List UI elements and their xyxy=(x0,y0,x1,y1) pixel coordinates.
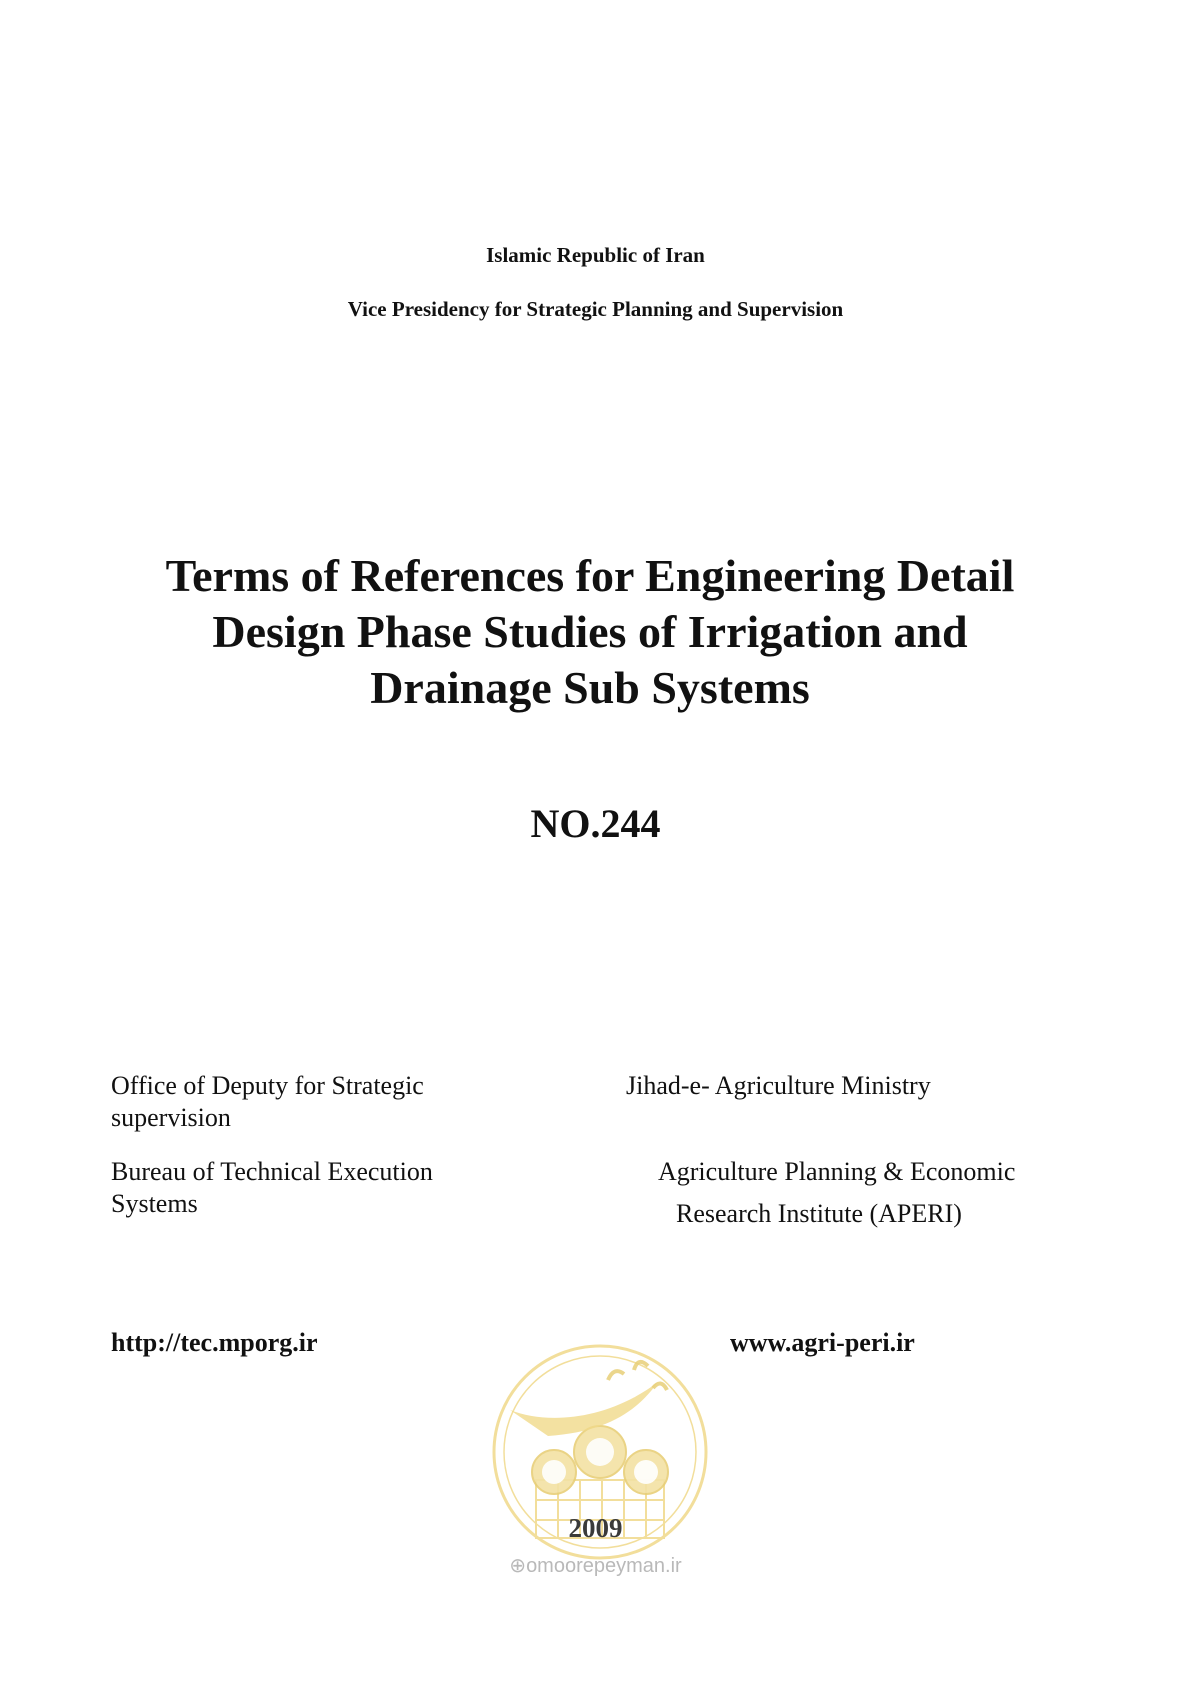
publication-year: 2009 xyxy=(568,1513,623,1543)
office-deputy-name: Office of Deputy for Strategic supervision xyxy=(111,1071,424,1132)
watermark-site: ⊕omoorepeyman.ir xyxy=(509,1555,682,1577)
globe-icon: ⊕ xyxy=(509,1555,527,1577)
vice-presidency-name: Vice Presidency for Strategic Planning and Supervision xyxy=(347,297,844,321)
institute-name-line-1: Agriculture Planning & Economic xyxy=(658,1157,1016,1186)
bureau-name: Bureau of Technical Execution Systems xyxy=(111,1157,433,1218)
agri-peri-link[interactable]: www.agri-peri.ir xyxy=(730,1328,915,1357)
document-number: NO.244 xyxy=(530,801,661,846)
tec-mporg-link[interactable]: http://tec.mporg.ir xyxy=(111,1328,318,1357)
title-line-2: Design Phase Studies of Irrigation and xyxy=(212,606,968,657)
title-line-1: Terms of References for Engineering Detail xyxy=(165,550,1015,601)
document-title xyxy=(90,548,1090,716)
institute-name-line-2: Research Institute (APERI) xyxy=(676,1199,962,1228)
title-line-3: Drainage Sub Systems xyxy=(370,662,810,713)
ministry-name: Jihad-e- Agriculture Ministry xyxy=(626,1071,931,1100)
country-name: Islamic Republic of Iran xyxy=(486,243,705,267)
